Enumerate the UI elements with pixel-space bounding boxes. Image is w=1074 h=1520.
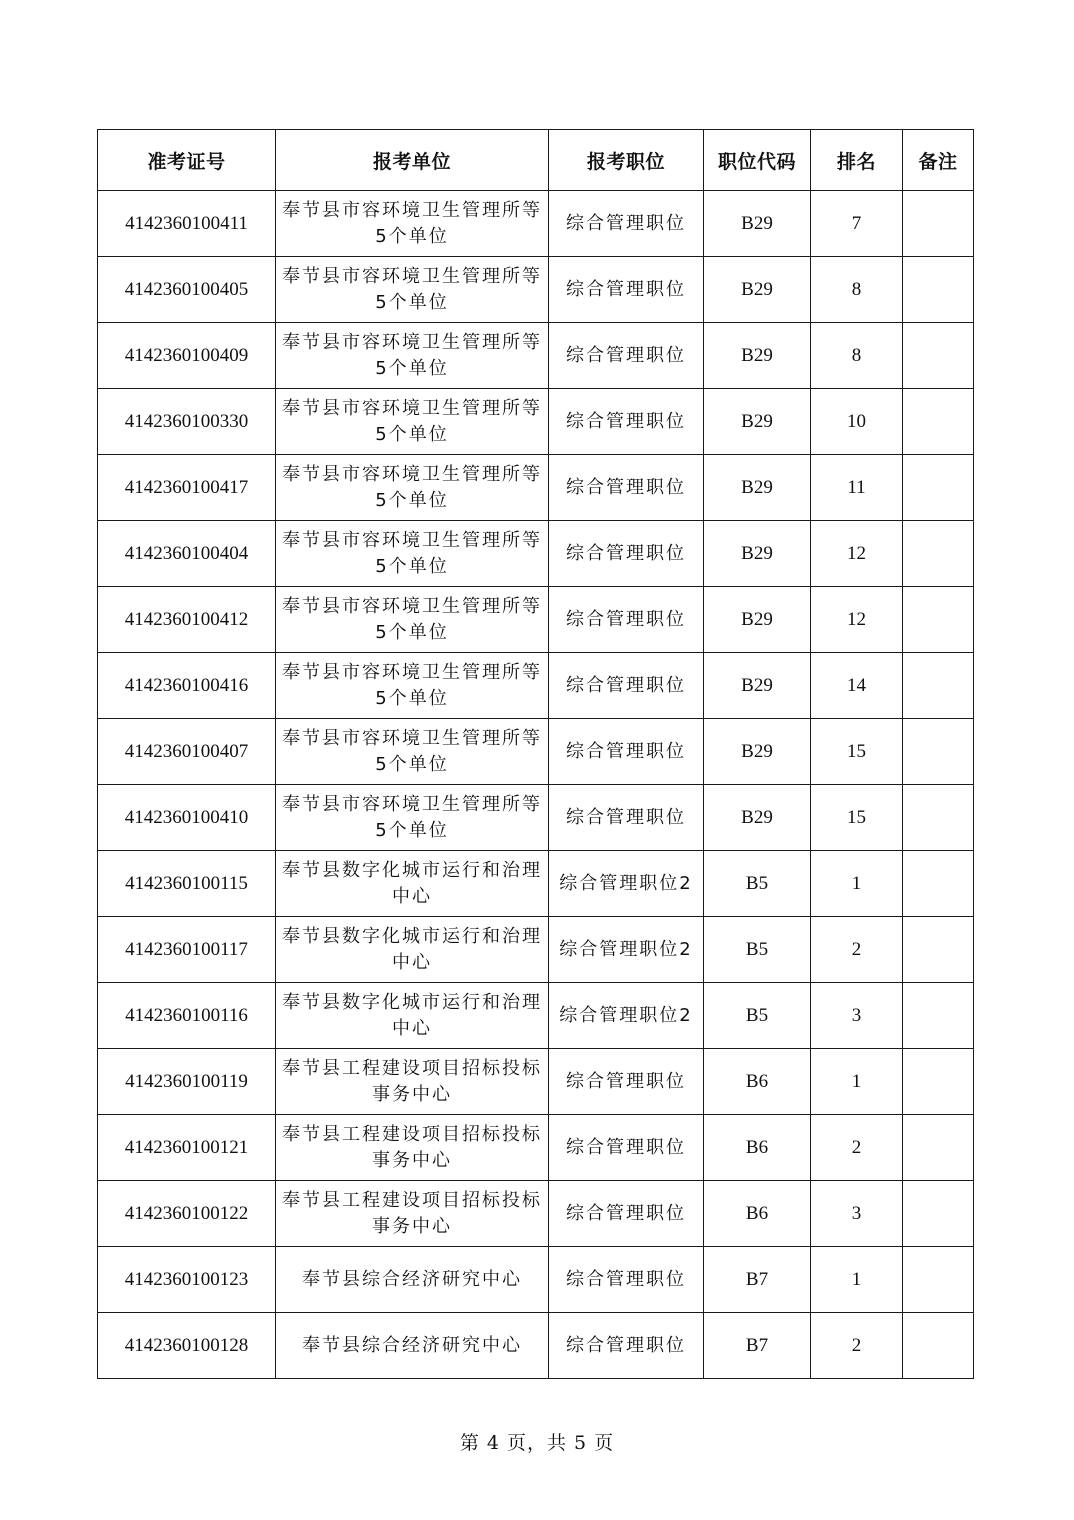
cell-note [903, 257, 974, 323]
cell-unit: 奉节县市容环境卫生管理所等5个单位 [276, 323, 549, 389]
cell-unit: 奉节县市容环境卫生管理所等5个单位 [276, 389, 549, 455]
cell-position: 综合管理职位 [549, 1247, 704, 1313]
cell-rank: 2 [811, 1115, 903, 1181]
header-note: 备注 [903, 130, 974, 191]
cell-position-code: B6 [704, 1049, 811, 1115]
cell-position-code: B29 [704, 785, 811, 851]
cell-note [903, 521, 974, 587]
cell-position-code: B7 [704, 1247, 811, 1313]
cell-position-code: B7 [704, 1313, 811, 1379]
header-rank: 排名 [811, 130, 903, 191]
cell-exam-id: 4142360100117 [98, 917, 276, 983]
cell-position: 综合管理职位 [549, 521, 704, 587]
cell-note [903, 851, 974, 917]
cell-unit: 奉节县综合经济研究中心 [276, 1247, 549, 1313]
table-row [98, 389, 974, 455]
table-row [98, 719, 974, 785]
cell-exam-id: 4142360100410 [98, 785, 276, 851]
cell-note [903, 323, 974, 389]
table-row [98, 521, 974, 587]
cell-unit: 奉节县工程建设项目招标投标事务中心 [276, 1181, 549, 1247]
cell-position: 综合管理职位 [549, 455, 704, 521]
cell-position-code: B29 [704, 257, 811, 323]
cell-rank: 10 [811, 389, 903, 455]
cell-rank: 3 [811, 1181, 903, 1247]
cell-exam-id: 4142360100417 [98, 455, 276, 521]
results-table [97, 129, 974, 1379]
cell-unit: 奉节县市容环境卫生管理所等5个单位 [276, 191, 549, 257]
header-position: 报考职位 [549, 130, 704, 191]
cell-rank: 1 [811, 851, 903, 917]
cell-unit: 奉节县综合经济研究中心 [276, 1313, 549, 1379]
table-row [98, 191, 974, 257]
table-row [98, 1313, 974, 1379]
header-position-code: 职位代码 [704, 130, 811, 191]
cell-note [903, 917, 974, 983]
cell-rank: 8 [811, 323, 903, 389]
cell-rank: 3 [811, 983, 903, 1049]
cell-position: 综合管理职位 [549, 785, 704, 851]
page-number: 第 4 页，共 5 页 [459, 1432, 615, 1454]
cell-exam-id: 4142360100416 [98, 653, 276, 719]
table-row [98, 983, 974, 1049]
cell-unit: 奉节县数字化城市运行和治理中心 [276, 983, 549, 1049]
cell-position: 综合管理职位 [549, 653, 704, 719]
table-row [98, 257, 974, 323]
cell-unit: 奉节县市容环境卫生管理所等5个单位 [276, 785, 549, 851]
cell-rank: 11 [811, 455, 903, 521]
cell-exam-id: 4142360100119 [98, 1049, 276, 1115]
cell-position-code: B5 [704, 983, 811, 1049]
table-row [98, 917, 974, 983]
cell-note [903, 191, 974, 257]
cell-rank: 2 [811, 917, 903, 983]
cell-unit: 奉节县工程建设项目招标投标事务中心 [276, 1049, 549, 1115]
table-row [98, 1049, 974, 1115]
header-row [98, 130, 974, 191]
cell-exam-id: 4142360100115 [98, 851, 276, 917]
cell-exam-id: 4142360100412 [98, 587, 276, 653]
cell-position-code: B5 [704, 851, 811, 917]
header-exam-id: 准考证号 [98, 130, 276, 191]
cell-position: 综合管理职位 [549, 389, 704, 455]
table-row [98, 1181, 974, 1247]
cell-rank: 7 [811, 191, 903, 257]
cell-unit: 奉节县市容环境卫生管理所等5个单位 [276, 653, 549, 719]
table-row [98, 587, 974, 653]
cell-unit: 奉节县数字化城市运行和治理中心 [276, 851, 549, 917]
table-row [98, 653, 974, 719]
cell-exam-id: 4142360100404 [98, 521, 276, 587]
cell-note [903, 587, 974, 653]
cell-position-code: B29 [704, 323, 811, 389]
cell-unit: 奉节县市容环境卫生管理所等5个单位 [276, 257, 549, 323]
cell-exam-id: 4142360100407 [98, 719, 276, 785]
cell-note [903, 719, 974, 785]
cell-note [903, 1181, 974, 1247]
cell-note [903, 455, 974, 521]
cell-position-code: B6 [704, 1115, 811, 1181]
table-row [98, 1115, 974, 1181]
cell-note [903, 785, 974, 851]
cell-unit: 奉节县市容环境卫生管理所等5个单位 [276, 455, 549, 521]
cell-rank: 12 [811, 521, 903, 587]
cell-rank: 1 [811, 1049, 903, 1115]
cell-position-code: B29 [704, 455, 811, 521]
cell-position: 综合管理职位 [549, 587, 704, 653]
cell-position-code: B29 [704, 653, 811, 719]
cell-unit: 奉节县数字化城市运行和治理中心 [276, 917, 549, 983]
cell-note [903, 1115, 974, 1181]
table-row [98, 455, 974, 521]
cell-unit: 奉节县市容环境卫生管理所等5个单位 [276, 587, 549, 653]
table-body [98, 191, 974, 1379]
cell-position-code: B29 [704, 719, 811, 785]
cell-rank: 15 [811, 719, 903, 785]
cell-position: 综合管理职位 [549, 191, 704, 257]
cell-exam-id: 4142360100128 [98, 1313, 276, 1379]
cell-position-code: B29 [704, 521, 811, 587]
cell-position: 综合管理职位 [549, 1313, 704, 1379]
cell-exam-id: 4142360100409 [98, 323, 276, 389]
table-row [98, 785, 974, 851]
table-row [98, 851, 974, 917]
cell-position: 综合管理职位 [549, 257, 704, 323]
cell-exam-id: 4142360100123 [98, 1247, 276, 1313]
cell-unit: 奉节县市容环境卫生管理所等5个单位 [276, 719, 549, 785]
cell-rank: 8 [811, 257, 903, 323]
header-unit: 报考单位 [276, 130, 549, 191]
cell-exam-id: 4142360100121 [98, 1115, 276, 1181]
cell-note [903, 983, 974, 1049]
table-row [98, 323, 974, 389]
cell-position: 综合管理职位 [549, 323, 704, 389]
cell-exam-id: 4142360100411 [98, 191, 276, 257]
cell-rank: 15 [811, 785, 903, 851]
cell-position-code: B5 [704, 917, 811, 983]
cell-note [903, 653, 974, 719]
cell-position: 综合管理职位 [549, 719, 704, 785]
cell-position: 综合管理职位 [549, 1049, 704, 1115]
cell-rank: 1 [811, 1247, 903, 1313]
cell-rank: 14 [811, 653, 903, 719]
cell-exam-id: 4142360100330 [98, 389, 276, 455]
cell-rank: 12 [811, 587, 903, 653]
table-row [98, 1247, 974, 1313]
cell-position-code: B29 [704, 389, 811, 455]
cell-position: 综合管理职位 [549, 1115, 704, 1181]
cell-position: 综合管理职位 [549, 1181, 704, 1247]
cell-position-code: B29 [704, 587, 811, 653]
cell-exam-id: 4142360100405 [98, 257, 276, 323]
cell-note [903, 389, 974, 455]
cell-note [903, 1049, 974, 1115]
cell-rank: 2 [811, 1313, 903, 1379]
cell-exam-id: 4142360100122 [98, 1181, 276, 1247]
cell-note [903, 1313, 974, 1379]
cell-note [903, 1247, 974, 1313]
cell-unit: 奉节县市容环境卫生管理所等5个单位 [276, 521, 549, 587]
cell-position: 综合管理职位2 [549, 917, 704, 983]
cell-position-code: B6 [704, 1181, 811, 1247]
cell-position-code: B29 [704, 191, 811, 257]
cell-exam-id: 4142360100116 [98, 983, 276, 1049]
cell-position: 综合管理职位2 [549, 851, 704, 917]
cell-unit: 奉节县工程建设项目招标投标事务中心 [276, 1115, 549, 1181]
cell-position: 综合管理职位2 [549, 983, 704, 1049]
